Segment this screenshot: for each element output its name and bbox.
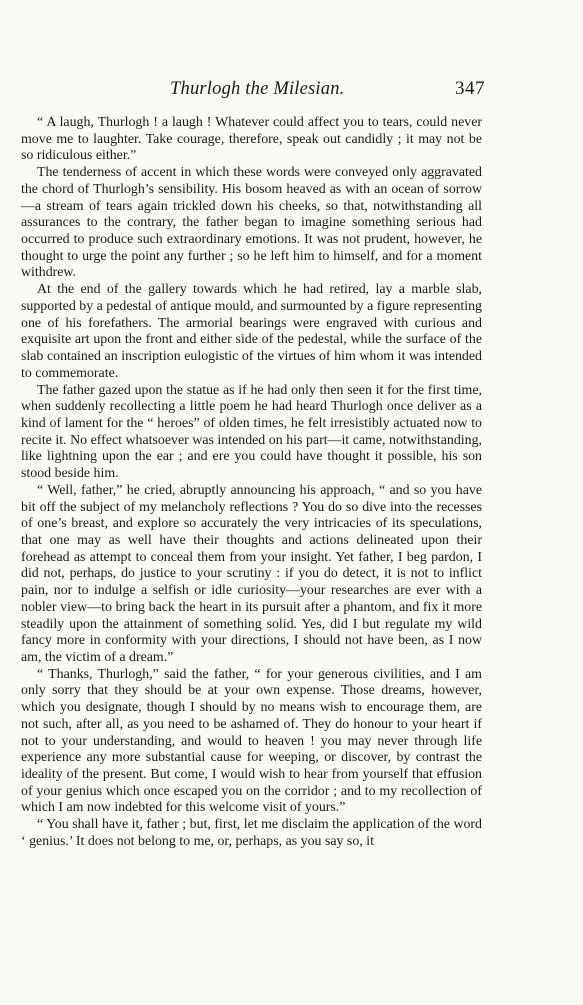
paragraph: “ Well, father,” he cried, abruptly announcing his approach, “ and so you have bit off the subject of my melancholy reflections ? You do so dive into the recesses of one’s breast, and explore so accurately the very intricacies of its speculations, that one may as well have their thoughts and actions delineated upon their forehead as attempt to conceal them from your insight. Yet father, I beg pardon, I did not, perhaps, do justice to your scrutiny : if you do detect, it is not to inflict pain, nor to indulge a selfish or idle curiosity—your researches are ever with a nobler view—to bring back the heart in its pursuit after a phantom, and fix it more steadily upon the attainment of something solid. Yes, did I but regulate my wild fancy more in conformity with your directions, I should not have been, as I now am, the victim of a dream.” — [21, 482, 482, 665]
page-body — [21, 115, 482, 851]
paragraph: At the end of the gallery towards which he had retired, lay a marble slab, supported by a pedestal of antique mould, and surmounted by a figure representing one of his forefathers. The armorial bearings were engraved with curious and exquisite art upon the front and either side of the pedestal, while the surface of the slab contained an inscription eulogistic of the virtues of him whom it was intended to commemorate. — [21, 282, 482, 381]
running-title: Thurlogh the Milesian. — [170, 79, 345, 99]
paragraph: “ Thanks, Thurlogh,” said the father, “ for your generous civilities, and I am only sorry that they should be at your own expense. Those dreams, however, which you designate, though I should by no means wish to encourage them, are not such, after all, as you need to be ashamed of. They do honour to your heart if not to your understanding, and would to heaven ! you may never through life experience any more substantial cause for weeping, or discover, by contrast the ideality of the present. But come, I would wish to hear from yourself that effusion of your genius which once escaped you on the corridor ; and to my recollection of which I am now indebted for this welcome visit of yours.” — [21, 666, 482, 816]
paragraph: The tenderness of accent in which these words were conveyed only aggravated the chord of Thurlogh’s sensibility. His bosom heaved as with an ocean of sorrow—a stream of tears again trickled down his cheeks, so that, notwithstanding all assurances to the contrary, the father began to imagine something serious had occurred to produce such extraordinary emotions. It was not prudent, however, he thought to urge the point any further ; so he left him to himself, and for a moment withdrew. — [21, 165, 482, 281]
paragraph: The father gazed upon the statue as if he had only then seen it for the first time, when suddenly recollecting a little poem he had heard Thurlogh once deliver as a kind of lament for the “ heroes” of olden times, he felt irresistibly actuated now to recite it. No effect whatsoever was intended on his part—it came, notwithstanding, like lightning upon the ear ; and ere you could have thought it possible, his son stood beside him. — [21, 382, 482, 482]
paragraph: “ You shall have it, father ; but, first, let me disclaim the application of the word ‘ genius.’ It does not belong to me, or, perhaps, as you say so, it — [21, 817, 482, 849]
page-number: 347 — [455, 78, 485, 99]
paragraph: “ A laugh, Thurlogh ! a laugh ! Whatever could affect you to tears, could never move me to laughter. Take courage, therefore, speak out candidly ; it may not be so ridiculous either.” — [21, 115, 482, 164]
page-header — [0, 79, 583, 105]
